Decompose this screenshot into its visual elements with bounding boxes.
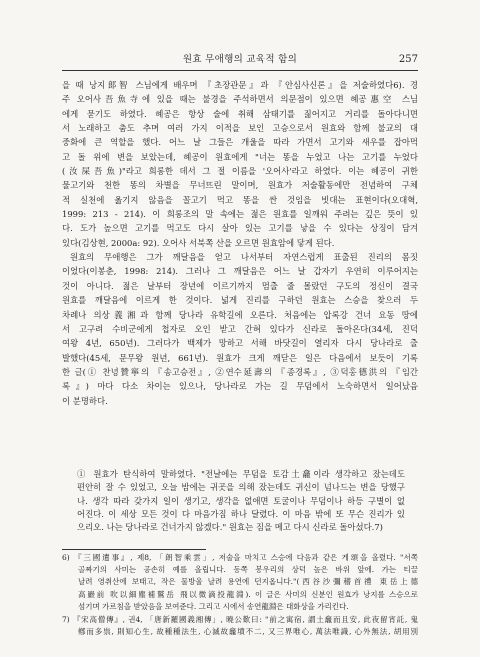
footnote-line: 6) 『三國遺事』, 제8, 「朗智乘雲」, 저술을 마치고 스승에 다음과 같은 게頌을 올렸다. "서쪽 (62, 553, 418, 562)
footnote-line: 골짜기의 사미는 공손히 예를 올립니다. 동쪽 봉우리의 상덕 높은 바위 앞에. 가는 티끌 (78, 565, 418, 575)
body-line: 고 돌 위에 변을 보았는데, 혜공이 원효에게 "너는 똥을 누었고 나는 고기를 누었다 (62, 151, 418, 162)
page-number: 257 (398, 54, 418, 65)
body-line: 있다(김상현, 2000a: 92). 오어사 서북쪽 산을 오르면 원효암에 닿게 된다. (62, 237, 335, 248)
body-line: 록』) 마다 다소 차이는 있으나, 당나라로 가는 길 무덤에서 노숙하면서 일어났음 (62, 381, 418, 392)
body-line: 적 실천에 옮기지 않음을 꼴고기 먹고 똥을 싼 것임을 빗대는 표현이다(오대혁, (62, 194, 418, 205)
body-line: 중화에 큰 역할을 했다. 어느 날 그들은 개울을 따라 가면서 고기와 새우를 잡아먹 (62, 137, 418, 148)
body-line: 에게 묻기도 하였다. 혜공은 항상 술에 취해 삼태기를 짊어지고 거리를 돌아다니면 (62, 108, 418, 119)
footnote-line: 高巖前 吹以細塵補鷲岳 飛以微滴投龍淵). 이 글은 사미의 신분인 원효가 낭지를 스승으로 (78, 589, 418, 599)
body-line: 여왕 4년, 650년). 그러다가 백제가 망하고 서해 바닷길이 열리자 다시 당나라로 출 (62, 338, 418, 349)
body-text (62, 78, 418, 408)
footnote-line: 鄕而多祟, 則知心生, 故種種法生, 心滅故龕墳不二, 又三界唯心, 萬法唯識, 心外無法, 胡用別 (78, 627, 418, 637)
quote-line: 으리오. 나는 당나라로 건너가지 않겠다." 원효는 짐을 메고 다시 신라로 돌아섰다.7) (77, 522, 383, 533)
footnote-line: 섬기며 가르침을 받았음을 보여준다. 그리고 시에서 송연龍淵은 대화상을 가리킨다. (78, 601, 349, 611)
running-title: 원효 무애행의 교육적 함의 (182, 54, 298, 65)
body-line: 원효의 무애행은 그가 깨달음을 얻고 나서부터 자연스럽게 표출된 진리의 몸짓 (70, 252, 418, 263)
footnotes (62, 552, 418, 639)
quote-line: 편안히 잘 수 있었고, 오늘 밤에는 귀곳을 의해 잤는데도 귀신이 넘나드는 변을 당했구 (77, 482, 405, 493)
footnote-rule (62, 549, 206, 550)
body-line: 서 고구려 수비군에게 첩자로 오인 받고 간혀 있다가 신라로 돌아온다(34세, 진덕 (62, 323, 418, 334)
body-line: 이 분명하다. (62, 395, 108, 406)
header-rule (62, 70, 418, 71)
quote-line: ① 원효가 탄식하여 말하였다. "전날에는 무덤을 토감土龕이라 생각하고 잤는데도 (77, 469, 405, 479)
footnote (62, 614, 418, 638)
body-line: 물고기와 천한 똥의 차별을 무너뜨린 말이며, 원효가 저술활동에만 전념하여 구체 (62, 180, 418, 191)
block-quote (77, 468, 405, 534)
body-line: 을 때 낭지郞智 스님에게 배우며 『초장관문』과 『안심사신론』을 저술하였다6). 경 (62, 80, 418, 90)
body-line: 이었다(이봉춘, 1998: 214). 그러나 그 깨달음은 어느 날 갑자기 우연히 이루어지는 (62, 266, 418, 277)
body-line: 1999: 213 - 214). 이 희롱조의 말 속에는 젊은 원효를 일깨워 주려는 깊은 뜻이 있 (62, 209, 418, 220)
body-line: 한 글(① 찬녕贊寧의 『송고승전』, ②연수延壽의 『종경록』, ③덕홍德洪의 『임간 (62, 366, 418, 377)
body-line: 차례나 의상義湘과 함께 당나라 유학길에 오른다. 처음에는 압록강 건너 요동 땅에 (62, 309, 418, 320)
page-header (62, 52, 418, 68)
quote-line: 나. 생각 따라 갖가지 일이 생기고, 생각을 없애면 토굴이나 무덤이나 하등 구별이 없 (77, 495, 405, 506)
body-line: 원효를 깨달음에 이르게 한 것이다. 넓게 진리를 구하던 원효는 스승을 찾으러 두 (62, 295, 418, 306)
body-line: 것이 아니다. 젊은 날부터 장년에 이르기까지 멈출 줄 몰랐던 구도의 정신이 결국 (62, 280, 418, 291)
footnote (62, 552, 418, 613)
footnote-line: 날려 영취산에 보태고, 작은 물방울 날려 용연에 던지옵니다."(西谷沙彌稽首禮 東岳上德 (78, 577, 418, 587)
body-line: (汝屎吾魚)"라고 희롱한 데서 그 절 이름을 '오어사'라고 하였다. 이는 혜공이 귀한 (62, 166, 418, 177)
body-line: 주 오어사吾魚寺에 있을 때는 불경을 주석하면서 의문점이 있으면 혜공惠空 스님 (62, 94, 418, 105)
body-line: 발했다(45세, 문무왕 원년, 661년). 원효가 크게 깨닫은 일은 다음에서 보듯이 기록 (62, 352, 418, 363)
footnote-line: 7) 『宋高僧傳』, 권4, 「唐新羅國義湘傳」, 曉公歎曰: "前之寓宿, 謂土龕而且安, 此夜留宵託, 鬼 (62, 614, 418, 624)
quote-line: 어진다. 이 세상 모든 것이 다 마음가짐 하나 달렸다. 이 마음 밖에 또 무슨 진리가 있 (77, 508, 405, 519)
body-line: 다. 도가 높으면 고기를 먹고도 다시 살아 있는 고기를 낳을 수 있다는 상징이 담겨 (62, 223, 418, 234)
body-line: 서 노래하고 춤도 추며 여러 가지 이적을 보인 고승으로서 원효와 함께 불교의 대 (62, 123, 418, 134)
